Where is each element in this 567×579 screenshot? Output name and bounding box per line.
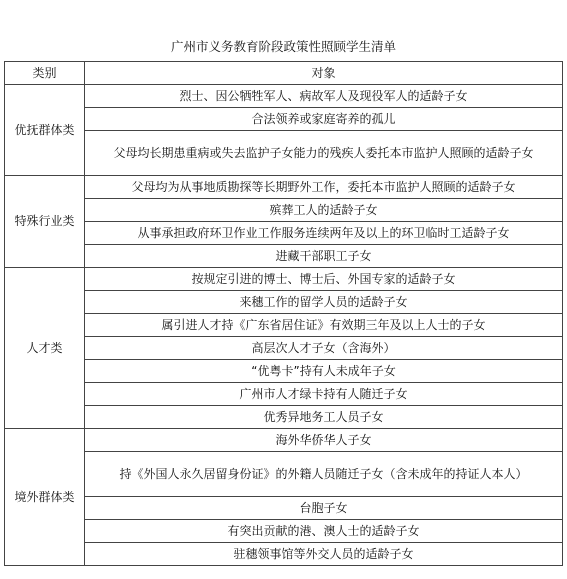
object-cell: 合法领养或家庭寄养的孤儿 [85, 108, 563, 131]
table-row [5, 497, 563, 520]
object-cell: 父母均长期患重病或失去监护子女能力的残疾人委托本市监护人照顾的适龄子女 [85, 131, 563, 176]
table-row [5, 291, 563, 314]
object-cell: 有突出贡献的港、澳人士的适龄子女 [85, 520, 563, 543]
object-cell: 海外华侨华人子女 [85, 429, 563, 452]
table-row [5, 245, 563, 268]
object-cell: 来穗工作的留学人员的适龄子女 [85, 291, 563, 314]
table-row [5, 543, 563, 566]
table-row [5, 520, 563, 543]
object-cell: 进藏干部职工子女 [85, 245, 563, 268]
object-cell: 父母均为从事地质勘探等长期野外工作，委托本市监护人照顾的适龄子女 [85, 176, 563, 199]
object-cell: 烈士、因公牺牲军人、病故军人及现役军人的适龄子女 [85, 85, 563, 108]
policy-table [4, 61, 563, 566]
table-row [5, 337, 563, 360]
object-cell: 驻穗领事馆等外交人员的适龄子女 [85, 543, 563, 566]
object-cell: 高层次人才子女（含海外） [85, 337, 563, 360]
header-category: 类别 [5, 62, 85, 85]
object-cell: 优秀异地务工人员子女 [85, 406, 563, 429]
category-cell: 特殊行业类 [5, 176, 85, 268]
category-cell: 人才类 [5, 268, 85, 429]
document-title: 广州市义务教育阶段政策性照顾学生清单 [170, 39, 396, 54]
table-row [5, 199, 563, 222]
object-cell: 按规定引进的博士、博士后、外国专家的适龄子女 [85, 268, 563, 291]
object-cell: 从事承担政府环卫作业工作服务连续两年及以上的环卫临时工适龄子女 [85, 222, 563, 245]
table-row [5, 176, 563, 199]
object-cell: 持《外国人永久居留身份证》的外籍人员随迁子女（含未成年的持证人本人） [85, 452, 563, 497]
table-row [5, 406, 563, 429]
table-row [5, 85, 563, 108]
table-header-row [5, 62, 563, 85]
object-cell: 台胞子女 [85, 497, 563, 520]
table-row [5, 268, 563, 291]
header-object: 对象 [85, 62, 563, 85]
table-row [5, 314, 563, 337]
object-cell: 属引进人才持《广东省居住证》有效期三年及以上人士的子女 [85, 314, 563, 337]
category-cell: 优抚群体类 [5, 85, 85, 176]
object-cell: 殡葬工人的适龄子女 [85, 199, 563, 222]
table-row [5, 383, 563, 406]
object-cell: “优粤卡”持有人未成年子女 [85, 360, 563, 383]
table-row [5, 360, 563, 383]
object-cell: 广州市人才绿卡持有人随迁子女 [85, 383, 563, 406]
table-row [5, 429, 563, 452]
table-row [5, 452, 563, 497]
table-row [5, 108, 563, 131]
table-row [5, 131, 563, 176]
category-cell: 境外群体类 [5, 429, 85, 566]
table-row [5, 222, 563, 245]
